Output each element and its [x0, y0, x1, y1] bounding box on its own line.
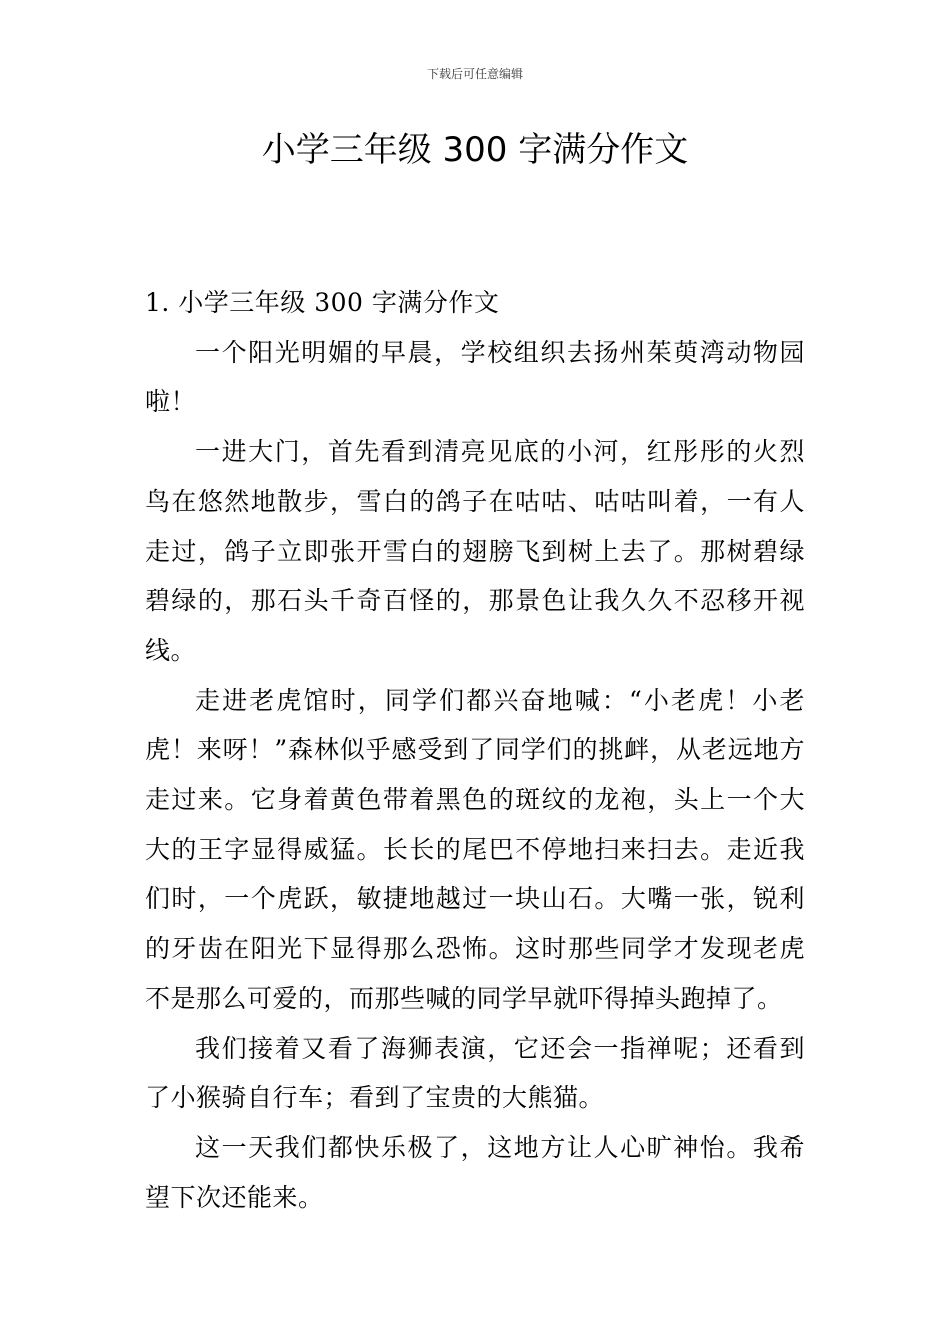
section-heading: 1. 小学三年级 300 字满分作文: [145, 288, 500, 317]
paragraph: 我们接着又看了海狮表演，它还会一指禅呢；还看到了小猴骑自行车；看到了宝贵的大熊猫。: [145, 1033, 805, 1113]
paragraph: 一个阳光明媚的早晨，学校组织去扬州茱萸湾动物园啦！: [145, 337, 805, 417]
paragraph: 这一天我们都快乐极了，这地方让人心旷神怡。我希望下次还能来。: [145, 1132, 805, 1212]
paragraph: 走进老虎馆时，同学们都兴奋地喊：“小老虎！小老虎！来呀！”森林似乎感受到了同学们的挑衅，从老远地方走过来。它身着黄色带着黑色的斑纹的龙袍，头上一个大大的王字显得威猛。长长的尾巴不停地扫来扫去。走近我们时，一个虎跃，敏捷地越过一块山石。大嘴一张，锐利的牙齿在阳光下显得那么恐怖。这时那些同学才发现老虎不是那么可爱的，而那些喊的同学早就吓得掉头跑掉了。: [145, 685, 805, 1013]
paragraph: 一进大门，首先看到清亮见底的小河，红彤彤的火烈鸟在悠然地散步，雪白的鸽子在咕咕、咕咕叫着，一有人走过，鸽子立即张开雪白的翅膀飞到树上去了。那树碧绿碧绿的，那石头千奇百怪的，那景色让我久久不忍移开视线。: [145, 437, 805, 665]
document-title: 小学三年级 300 字满分作文: [261, 130, 689, 170]
document-body: [145, 278, 805, 1222]
header-note: 下载后可任意编辑: [426, 67, 523, 81]
